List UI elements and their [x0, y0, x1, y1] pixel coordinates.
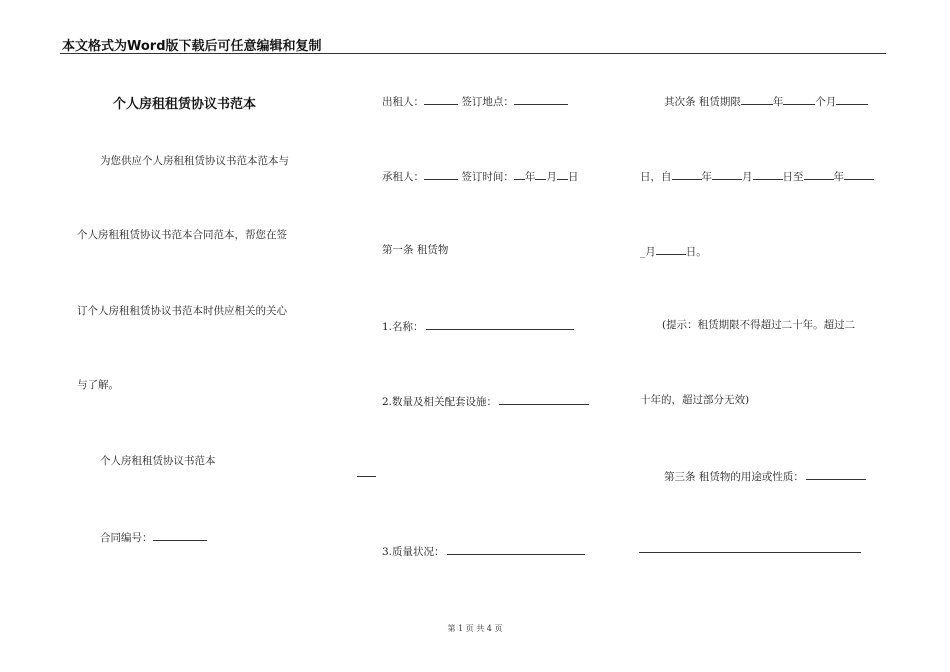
contract-number-blank — [153, 529, 207, 541]
end-year-blank — [804, 168, 834, 180]
start-year-blank — [672, 168, 702, 180]
article-1-heading: 第一条 租赁物 — [382, 244, 449, 256]
article-3-label: 第三条 租赁物的用途或性质： — [664, 471, 804, 483]
end-year-unit: 年 — [833, 171, 844, 183]
intro-line-2: 个人房租租赁协议书范本合同范本，帮您在签 — [77, 229, 287, 241]
intro-line-1: 为您供应个人房租租赁协议书范本范本与 — [100, 155, 289, 167]
sign-year-blank — [514, 168, 525, 180]
article-3-blank — [806, 468, 866, 480]
start-to-label: 日至 — [782, 171, 804, 183]
end-month-start-blank — [844, 168, 874, 180]
end-month-label: _月 — [640, 246, 656, 258]
term-end-line — [640, 243, 707, 259]
article-2-label: 其次条 租赁期限 — [664, 96, 741, 108]
item-3-label: 3.质量状况： — [382, 546, 445, 558]
item-3-line — [382, 543, 585, 559]
end-day-label: 日。 — [685, 246, 707, 258]
end-day-blank — [656, 243, 686, 255]
start-day-blank — [753, 168, 783, 180]
lessor-label: 出租人： — [382, 96, 424, 108]
intro-line-3: 订个人房租租赁协议书范本时供应相关的关心 — [77, 305, 287, 317]
lessor-line — [382, 93, 568, 109]
header-title: 本文格式为Word版下载后可任意编辑和复制 — [62, 39, 322, 54]
sign-month-unit: 月 — [546, 171, 557, 183]
term-extra-blank — [836, 93, 868, 105]
start-month-blank — [712, 168, 742, 180]
item-1-blank — [426, 318, 574, 330]
lessee-line — [382, 168, 578, 184]
start-month-unit: 月 — [742, 171, 753, 183]
sign-time-label: 签订时间： — [461, 171, 514, 183]
term-note-line-2: 十年的，超过部分无效) — [640, 394, 750, 406]
purpose-blank-line — [639, 552, 861, 553]
contract-number-line — [100, 529, 207, 545]
item-2-label: 2.数量及相关配套设施： — [382, 396, 498, 408]
term-dates-line — [640, 168, 874, 184]
term-year-unit: 年 — [772, 96, 784, 108]
sign-year-unit: 年 — [524, 171, 536, 183]
sign-day-unit: 日 — [567, 171, 579, 183]
continuation-rule — [357, 476, 376, 477]
contract-subtitle: 个人房租租赁协议书范本 — [100, 455, 216, 467]
term-day-label: 日 — [640, 171, 651, 183]
item-1-label: 1.名称： — [382, 321, 424, 333]
sign-place-label: 签订地点： — [461, 96, 514, 108]
sign-month-blank — [535, 168, 546, 180]
item-1-line — [382, 318, 574, 334]
start-year-unit: 年 — [701, 171, 712, 183]
article-2-line — [664, 93, 868, 109]
term-note-line-1: (提示：租赁期限不得超过二十年。超过二 — [662, 319, 856, 331]
lessor-blank — [424, 93, 458, 105]
term-month-unit: 个月 — [815, 96, 837, 108]
term-years-blank — [741, 93, 773, 105]
item-2-line — [382, 393, 589, 409]
term-from-label: ，自 — [650, 171, 672, 183]
intro-line-4: 与了解。 — [77, 379, 119, 391]
sign-day-blank — [557, 168, 568, 180]
lessee-label: 承租人： — [382, 171, 424, 183]
article-3-line — [664, 468, 866, 484]
document-title: 个人房租租赁协议书范本 — [113, 97, 257, 112]
item-2-blank — [499, 393, 589, 405]
sign-place-blank — [514, 93, 568, 105]
term-months-blank — [783, 93, 815, 105]
page-footer: 第 1 页 共 4 页 — [447, 624, 503, 633]
item-3-blank — [447, 543, 585, 555]
lessee-blank — [424, 168, 458, 180]
header-divider — [60, 53, 886, 54]
contract-number-label: 合同编号： — [100, 532, 153, 544]
